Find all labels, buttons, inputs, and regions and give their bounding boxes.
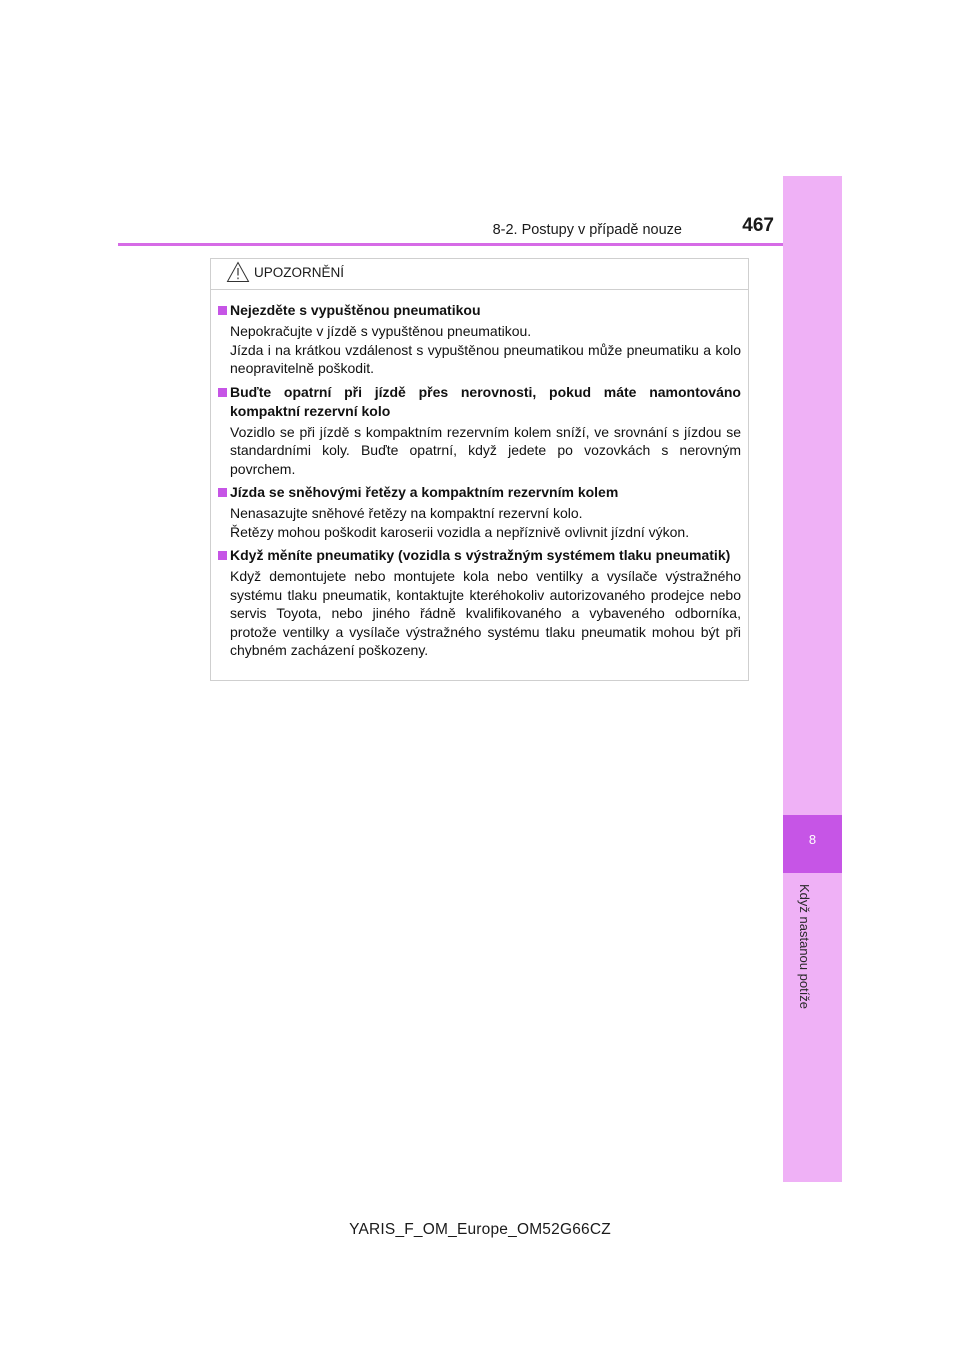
caution-item-text [218, 567, 741, 660]
caution-paragraph: Jízda i na krátkou vzdálenost s vypuštěnou pneumatikou může pneumatiku a kolo neopravitelně poškodit. [230, 341, 741, 376]
page-number: 467 [742, 215, 774, 236]
square-bullet-icon [218, 388, 227, 397]
square-bullet-icon [218, 488, 227, 497]
chapter-side-tab [783, 176, 842, 1182]
caution-item-heading-text: Nejezděte s vypuštěnou pneumatikou [230, 302, 481, 318]
caution-paragraph: Nenasazujte sněhové řetězy na kompaktní rezervní kolo. [230, 505, 583, 521]
caution-paragraph: Když demontujete nebo montujete kola nebo ventilky a vysílače výstražného systému tlaku pneumatik, kontaktujte kteréhokoliv autorizovaného prodejce nebo servis Toyota, nebo jiného řádně kvalifikovaného a vybaveného odborníka, protože ventilky a vysílače výstražného systému tlaku pneumatik mohou být při chybném zacházení poškozeny. [230, 568, 741, 658]
section-title: 8-2. Postupy v případě nouze [492, 222, 682, 238]
caution-item-heading [218, 301, 741, 320]
header-rule [118, 243, 842, 246]
caution-body [211, 290, 748, 660]
caution-title: UPOZORNĚNÍ [254, 265, 345, 280]
caution-item-text [218, 423, 741, 479]
caution-paragraph: Řetězy mohou poškodit karoserii vozidla a nepříznivě ovlivnit jízdní výkon. [230, 523, 690, 540]
caution-header [211, 259, 748, 290]
caution-paragraph: Vozidlo se při jízdě s kompaktním rezervním kolem sníží, ve srovnání s jízdou se standardními koly. Buďte opatrní, když jedete po vozovkách s nerovným povrchem. [230, 423, 741, 477]
square-bullet-icon [218, 551, 227, 560]
caution-item-heading-text: Když měníte pneumatiky (vozidla s výstražným systémem tlaku pneumatik) [230, 547, 731, 563]
caution-item-compact-spare [218, 383, 741, 479]
document-code: YARIS_F_OM_Europe_OM52G66CZ [349, 1221, 611, 1238]
caution-item-text [218, 322, 741, 378]
caution-item-heading [218, 383, 741, 421]
caution-item-flat-tire [218, 301, 741, 378]
caution-item-heading [218, 483, 741, 502]
caution-item-heading-text: Jízda se sněhovými řetězy a kompaktním rezervním kolem [230, 484, 619, 500]
caution-item-tpms [218, 546, 741, 660]
caution-item-snow-chains [218, 483, 741, 541]
caution-item-text [218, 504, 741, 541]
square-bullet-icon [218, 306, 227, 315]
caution-item-heading [218, 546, 741, 565]
chapter-title: Když nastanou potíže [797, 884, 812, 1010]
caution-item-heading-text: Buďte opatrní při jízdě přes nerovnosti, pokud máte namontováno kompaktní rezervní kolo [230, 383, 741, 419]
warning-triangle-icon [226, 261, 250, 283]
caution-box [210, 258, 749, 681]
caution-paragraph: Nepokračujte v jízdě s vypuštěnou pneumatikou. [230, 323, 532, 339]
chapter-number: 8 [808, 832, 817, 847]
